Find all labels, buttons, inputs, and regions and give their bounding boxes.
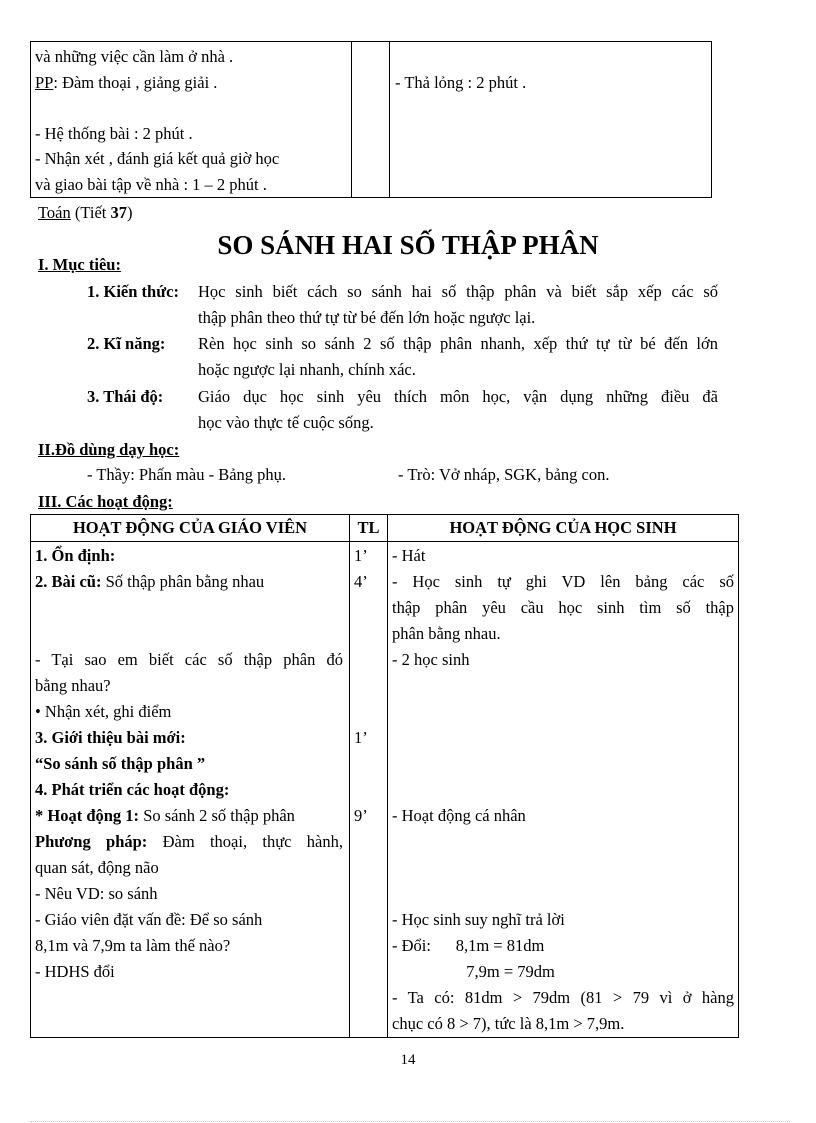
activities-heading-text: III. Các hoạt động: (38, 492, 173, 511)
time-value: 9’ (354, 806, 368, 825)
activities-table (30, 514, 739, 1038)
pp-text: : Đàm thoại , giảng giải . (53, 72, 218, 92)
stabilize-label: 1. Ổn định: (35, 546, 116, 565)
student-line: - Đổi: 8,1m = 81dm (392, 936, 545, 955)
header-teacher: HOẠT ĐỘNG CỦA GIÁO VIÊN (31, 515, 350, 542)
subject-name: Toán (38, 203, 71, 222)
previous-activity-table (30, 41, 712, 198)
teacher-line: 4. Phát triển các hoạt động: (35, 780, 230, 799)
student-blank (392, 881, 734, 907)
page-bottom-divider (30, 1121, 790, 1122)
teacher-blank (35, 1011, 349, 1037)
teacher-line: - Tại sao em biết các số thập phân đó (35, 650, 343, 669)
student-line: - Hát (392, 546, 426, 565)
time-value: 4’ (354, 572, 368, 591)
materials-student: - Trò: Vở nháp, SGK, bảng con. (398, 465, 610, 484)
student-line: - 2 học sinh (392, 650, 470, 669)
method-label: Phương pháp: (35, 832, 148, 851)
time-blank (354, 751, 387, 777)
previous-teacher-column (31, 42, 352, 198)
materials-teacher: - Thầy: Phấn màu - Bảng phụ. (87, 465, 287, 484)
teacher-line: bằng nhau? (35, 676, 111, 695)
teacher-line (35, 569, 349, 595)
previous-time-column (352, 42, 390, 198)
time-blank (354, 595, 387, 621)
teacher-line: 8,1m và 7,9m ta làm thế nào? (35, 936, 231, 955)
table-header-row (31, 515, 739, 542)
student-blank (392, 751, 734, 777)
student-blank (392, 699, 734, 725)
student-blank (392, 777, 734, 803)
student-line: phân bằng nhau. (392, 624, 501, 643)
time-value: 1’ (354, 546, 368, 565)
prev-line-6: và giao bài tập về nhà : 1 – 2 phút . (35, 174, 267, 194)
student-line: chục có 8 > 7), tức là 8,1m > 7,9m. (392, 1014, 625, 1033)
objective-text-knowledge-1: Học sinh biết cách so sánh hai số thập phân và biết sắp xếp các số (198, 282, 718, 301)
objective-text-attitude-1: Giáo dục học sinh yêu thích môn học, vận dụng những điều đã (198, 387, 718, 406)
student-blank (392, 725, 734, 751)
teacher-line: - Giáo viên đặt vấn đề: Để so sánh (35, 910, 263, 929)
method-text: Đàm thoại, thực hành, (147, 832, 343, 851)
student-blank (392, 855, 734, 881)
pp-label: PP (35, 72, 54, 92)
student-line: - Hoạt động cá nhân (392, 806, 526, 825)
student-line: - Học sinh suy nghĩ trả lời (392, 910, 565, 929)
objective-text-attitude-2: học vào thực tế cuộc sống. (198, 413, 374, 432)
table-row-content (31, 542, 739, 1038)
objective-text-skills-2: hoặc ngược lại nhanh, chính xác. (198, 360, 416, 379)
header-time: TL (350, 515, 388, 542)
teacher-blank (35, 621, 349, 647)
review-text: Số thập phân bằng nhau (101, 572, 265, 591)
objective-label-attitude: 3. Thái độ: (87, 387, 164, 406)
student-line: 7,9m = 79dm (392, 962, 555, 981)
teacher-blank (35, 985, 349, 1011)
student-blank (392, 673, 734, 699)
activities-heading (38, 489, 173, 515)
page-title: SO SÁNH HAI SỐ THẬP PHÂN (217, 230, 599, 260)
student-line: - Học sinh tự ghi VD lên bảng các số (392, 572, 734, 591)
previous-student-column (390, 42, 712, 198)
time-value: 1’ (354, 728, 368, 747)
objective-text-knowledge-2: thập phân theo thứ tự từ bé đến lớn hoặc ngược lại. (198, 308, 536, 327)
objective-text-skills-1: Rèn học sinh so sánh 2 số thập phân nhanh, xếp thứ tự từ bé đến lớn (198, 334, 718, 353)
lesson-number: 37 (110, 203, 128, 222)
time-blank (354, 777, 387, 803)
student-line: thập phân yêu cầu học sinh tìm số thập (392, 598, 734, 617)
objectives-heading: I. Mục tiêu: (38, 255, 121, 274)
objective-label-skills: 2. Kĩ năng: (87, 334, 166, 353)
activity1-label: * Hoạt động 1: (35, 806, 140, 825)
teacher-line (35, 803, 349, 829)
teacher-line: “So sánh số thập phân ” (35, 754, 206, 773)
header-student: HOẠT ĐỘNG CỦA HỌC SINH (388, 515, 739, 542)
review-label: 2. Bài cũ: (35, 572, 102, 591)
student-blank (392, 829, 734, 855)
lesson-prefix: (Tiết (70, 203, 111, 222)
time-blank (354, 673, 387, 699)
objective-label-knowledge: 1. Kiến thức: (87, 282, 179, 301)
teacher-column (31, 542, 350, 1038)
teacher-blank (35, 595, 349, 621)
lesson-close: ) (127, 203, 133, 222)
page-number: 14 (400, 1052, 416, 1068)
time-column (350, 542, 388, 1038)
teacher-line (35, 829, 343, 855)
teacher-line: • Nhận xét, ghi điểm (35, 702, 172, 721)
prev-line-1: và những việc cần làm ở nhà . (35, 47, 234, 66)
teacher-line (35, 543, 349, 569)
prev-line-2 (35, 70, 351, 96)
teacher-line: 3. Giới thiệu bài mới: (35, 728, 186, 747)
subject-line (38, 200, 133, 226)
teacher-line: - Nêu VD: so sánh (35, 884, 158, 903)
materials-heading: II.Đồ dùng dạy học: (38, 440, 180, 459)
student-column (388, 542, 739, 1038)
prev-line-blank (35, 95, 351, 121)
prev-student-line: - Thả lỏng : 2 phút . (395, 73, 527, 92)
prev-line-5: - Nhận xét , đánh giá kết quả giờ học (35, 149, 280, 168)
prev-line-4: - Hệ thống bài : 2 phút . (35, 123, 193, 143)
time-blank (354, 699, 387, 725)
activity1-text: So sánh 2 số thập phân (139, 806, 295, 825)
student-line: - Ta có: 81dm > 79dm (81 > 79 vì ở hàng (392, 988, 734, 1007)
time-blank (354, 647, 387, 673)
teacher-line: quan sát, động não (35, 858, 159, 877)
time-blank (354, 621, 387, 647)
teacher-line: - HDHS đổi (35, 962, 115, 981)
